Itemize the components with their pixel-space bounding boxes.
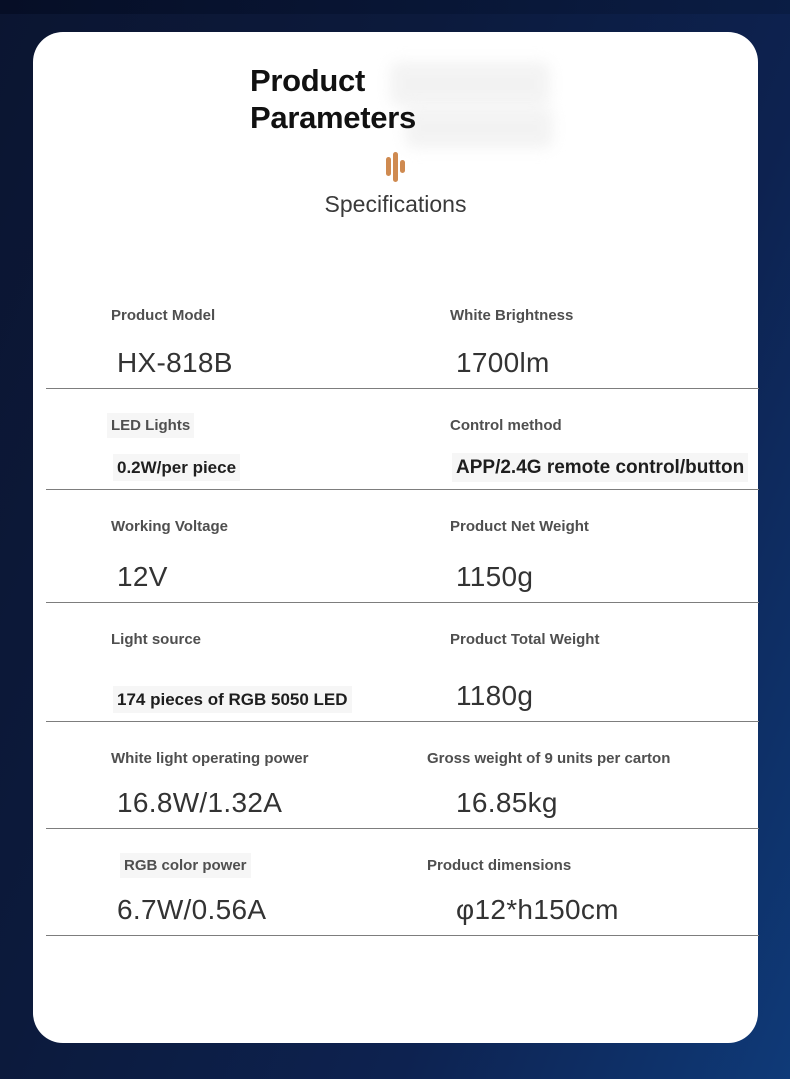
- table-row: [46, 603, 759, 722]
- subtitle: Specifications: [324, 191, 467, 217]
- table-row: [46, 490, 759, 603]
- spec-label: Control method: [450, 417, 562, 434]
- spec-cell-carton-gross-weight: [376, 722, 759, 828]
- spec-cell-rgb-color-power: [46, 829, 376, 935]
- top-gradient-band: [0, 0, 790, 14]
- spec-cell-net-weight: [376, 490, 759, 602]
- spec-value: 1700lm: [456, 347, 550, 378]
- spec-label: Product dimensions: [427, 857, 572, 874]
- spec-label: Light source: [111, 631, 202, 648]
- spec-label: RGB color power: [124, 857, 247, 874]
- table-row: [46, 829, 759, 936]
- spec-card: [33, 32, 758, 1043]
- spec-value: 1180g: [456, 680, 534, 711]
- table-row: [46, 295, 759, 389]
- watermark-artifact: [405, 108, 553, 148]
- spec-label: Product Net Weight: [450, 518, 589, 535]
- spec-label: White light operating power: [111, 750, 309, 767]
- spec-cell-total-weight: [376, 603, 759, 721]
- equalizer-bars-icon: [33, 151, 758, 182]
- spec-value: 6.7W/0.56A: [117, 894, 267, 925]
- table-row: [46, 722, 759, 829]
- spec-value: 12V: [117, 561, 168, 592]
- equalizer-bar-right: [400, 160, 405, 173]
- spec-label: Gross weight of 9 units per carton: [427, 750, 671, 767]
- table-row: [46, 389, 759, 490]
- page-title: [250, 62, 416, 136]
- spec-label: Product Total Weight: [450, 631, 600, 648]
- spec-table: [46, 295, 759, 936]
- equalizer-bar-middle: [393, 152, 398, 182]
- spec-cell-white-brightness: [376, 295, 759, 388]
- spec-value: APP/2.4G remote control/button: [456, 457, 745, 478]
- spec-cell-working-voltage: [46, 490, 376, 602]
- spec-cell-light-source: [46, 603, 376, 721]
- spec-value: 16.8W/1.32A: [117, 787, 283, 818]
- spec-cell-product-model: [46, 295, 376, 388]
- spec-label: Working Voltage: [111, 518, 228, 535]
- spec-cell-led-lights: [46, 389, 376, 489]
- equalizer-bar-left: [386, 157, 391, 176]
- spec-value: φ12*h150cm: [456, 894, 619, 925]
- page-title-line2: Parameters: [250, 100, 416, 135]
- spec-label: Product Model: [111, 307, 216, 324]
- spec-label: LED Lights: [111, 417, 191, 434]
- page-title-line1: Product: [250, 63, 366, 98]
- spec-value: 16.85kg: [456, 787, 558, 818]
- spec-value: 0.2W/per piece: [117, 458, 237, 477]
- spec-cell-product-dimensions: [376, 829, 759, 935]
- spec-value: 174 pieces of RGB 5050 LED: [117, 690, 348, 709]
- spec-value: HX-818B: [117, 347, 233, 378]
- spec-label: White Brightness: [450, 307, 574, 324]
- spec-cell-control-method: [376, 389, 759, 489]
- spec-cell-white-light-power: [46, 722, 376, 828]
- spec-value: 1150g: [456, 561, 534, 592]
